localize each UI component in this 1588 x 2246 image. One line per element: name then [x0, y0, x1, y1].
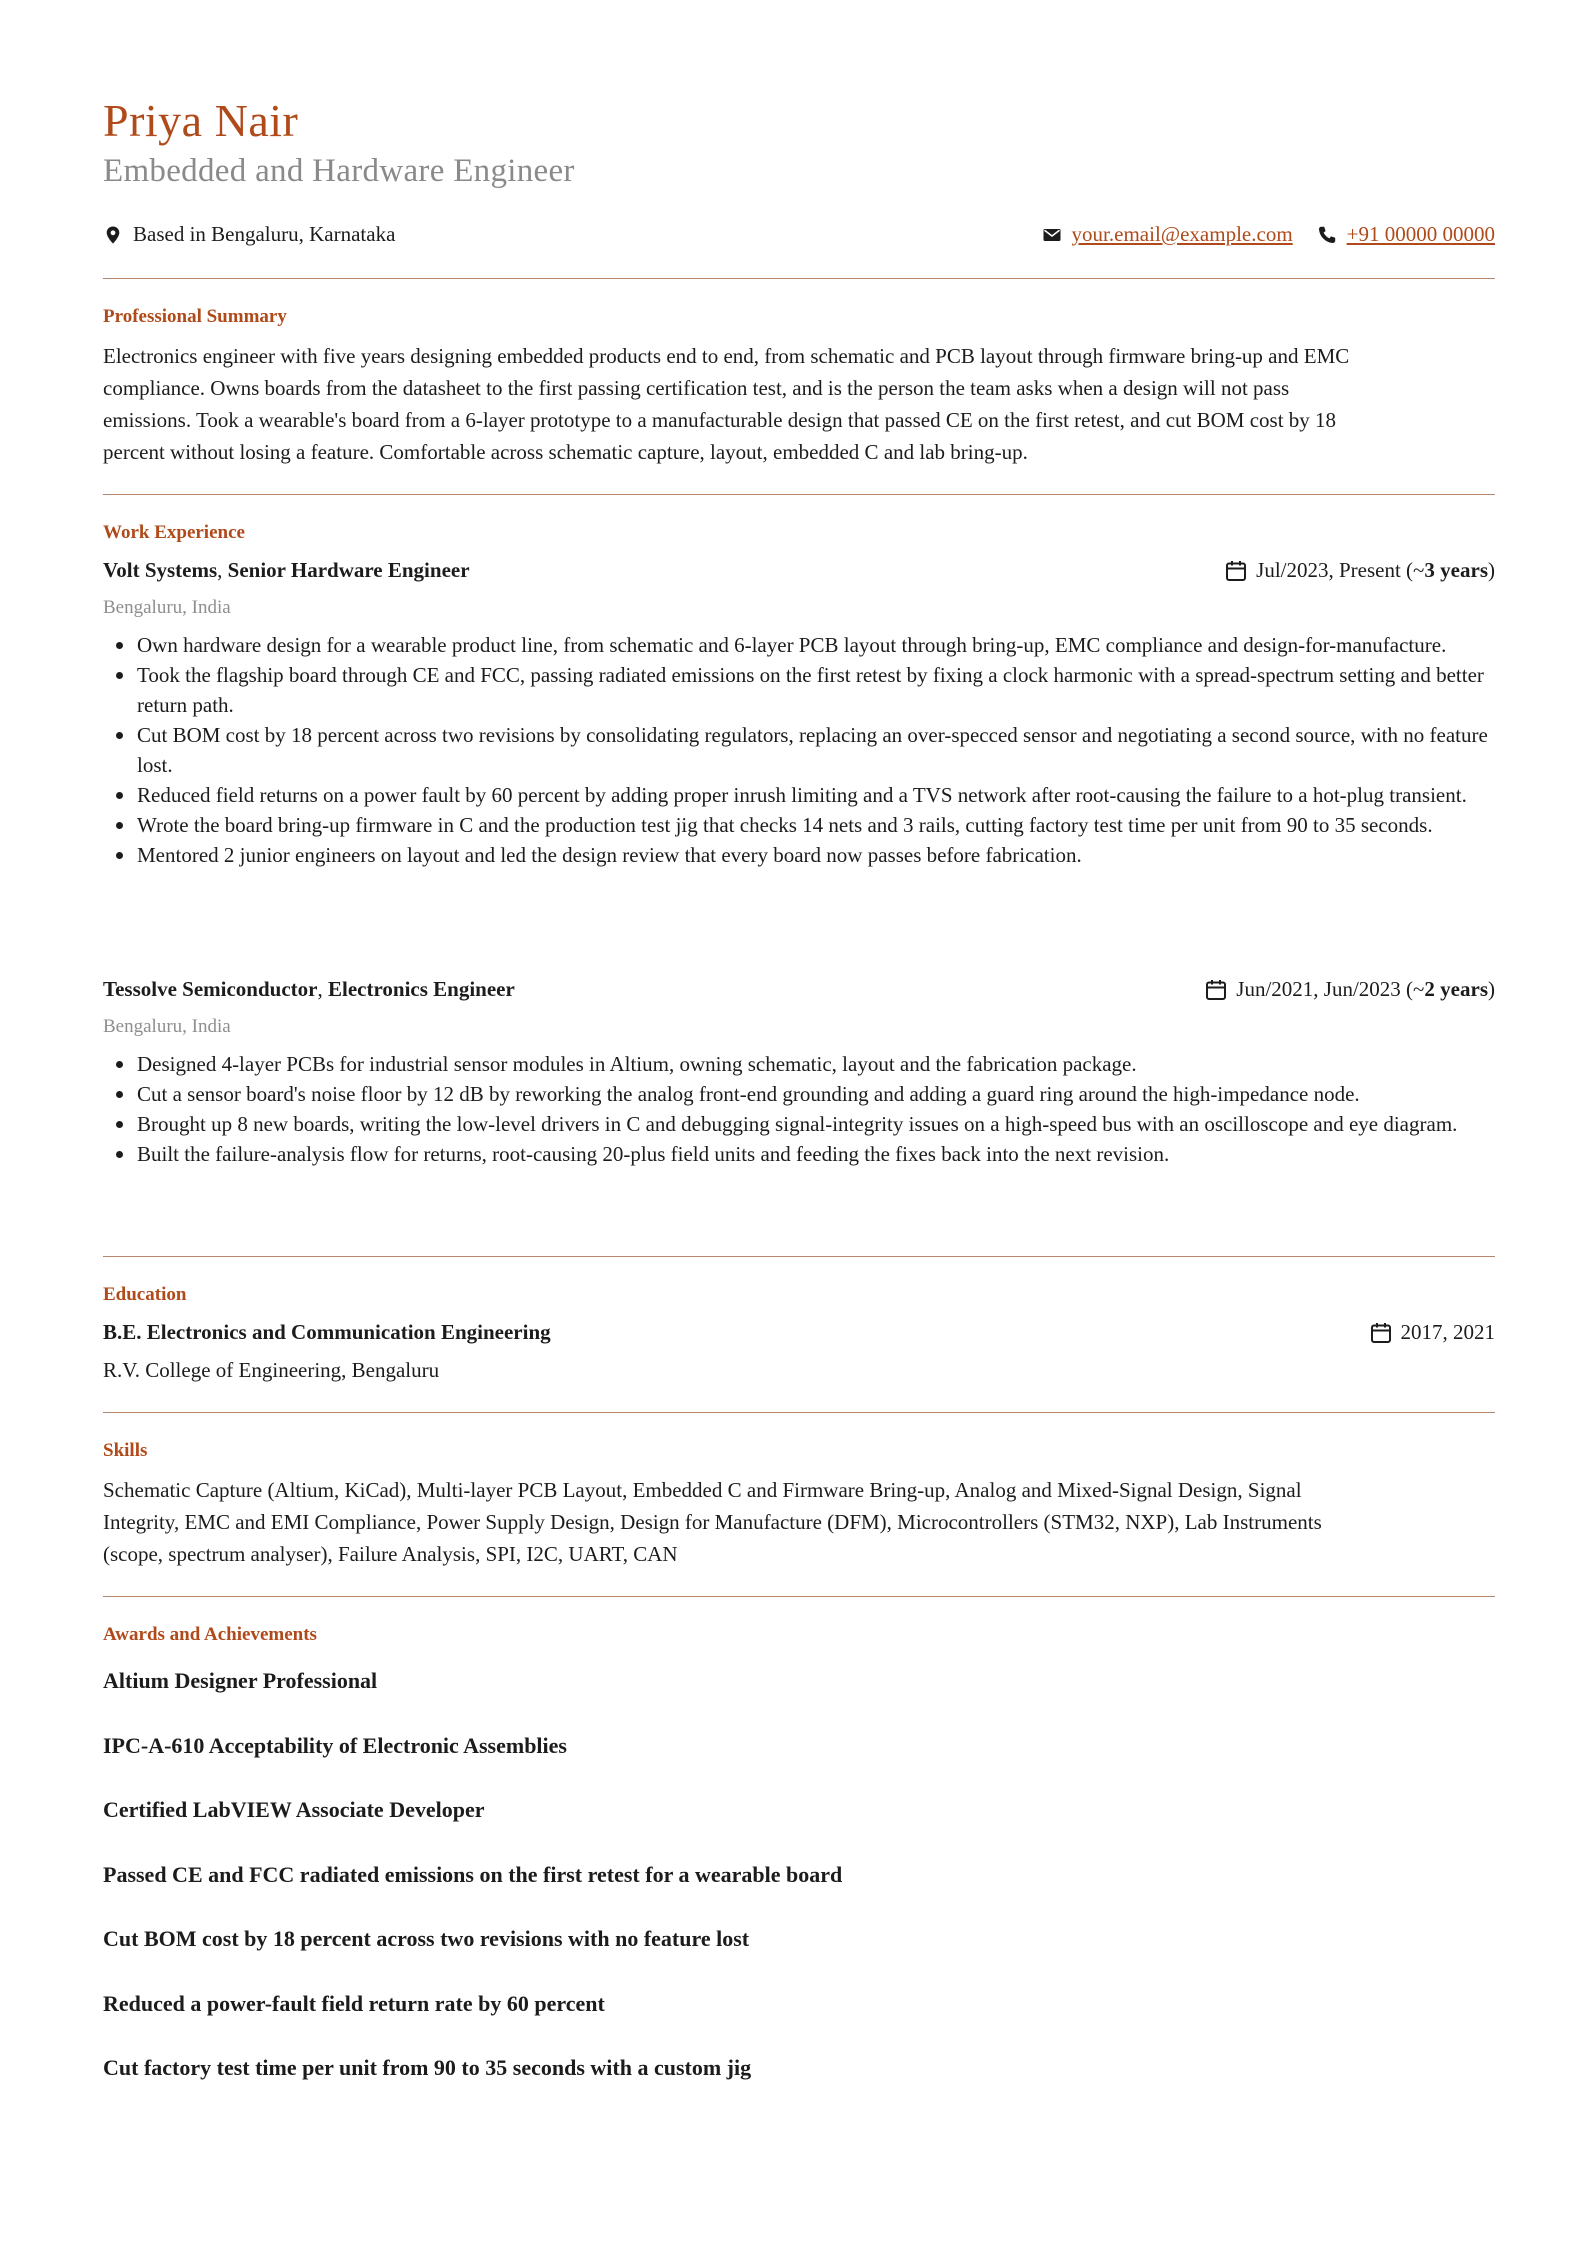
divider — [103, 1596, 1495, 1597]
summary-line: emissions. Took a wearable's board from a 6-layer prototype to a manufacturable design that passed CE on the first retest, and cut BOM cost by 18 — [103, 408, 1337, 432]
list-item: Cut BOM cost by 18 percent across two revisions by consolidating regulators, replacing an over-specced sensor and negotiating a second source, with no feature lost. — [137, 720, 1495, 780]
contact-row — [103, 222, 1495, 252]
job-location: Bengaluru, India — [103, 1016, 231, 1037]
map-pin-icon — [103, 225, 123, 245]
award-item: Altium Designer Professional — [103, 1668, 378, 1693]
section-title-experience: Work Experience — [103, 522, 245, 543]
calendar-icon — [1204, 978, 1228, 1002]
calendar-icon — [1369, 1321, 1393, 1345]
award-item: Passed CE and FCC radiated emissions on the first retest for a wearable board — [103, 1862, 843, 1887]
job-bullets — [103, 630, 1495, 870]
education-dates — [1369, 1320, 1496, 1345]
job-title: Volt Systems, Senior Hardware Engineer — [103, 558, 470, 582]
list-item: Cut a sensor board's noise floor by 12 dB by reworking the analog front-end grounding and adding a guard ring around the high-impedance node. — [137, 1079, 1495, 1109]
award-item: Cut factory test time per unit from 90 to 35 seconds with a custom jig — [103, 2055, 752, 2080]
calendar-icon — [1224, 559, 1248, 583]
contact-links — [1042, 222, 1495, 247]
award-item: Cut BOM cost by 18 percent across two revisions with no feature lost — [103, 1926, 750, 1951]
summary-line: Electronics engineer with five years designing embedded products end to end, from schematic and PCB layout through firmware bring-up and EMC — [103, 344, 1350, 368]
summary-line: compliance. Owns boards from the datasheet to the first passing certification test, and is the person the team asks when a design will not pass — [103, 376, 1290, 400]
job-role: Senior Hardware Engineer — [227, 558, 470, 582]
summary-line: percent without losing a feature. Comfortable across schematic capture, layout, embedded C and lab bring-up. — [103, 440, 1028, 464]
mail-icon — [1042, 225, 1062, 245]
award-item: Reduced a power-fault field return rate by 60 percent — [103, 1991, 605, 2016]
divider — [103, 1412, 1495, 1413]
job-header — [103, 558, 1495, 588]
list-item: Designed 4-layer PCBs for industrial sensor modules in Altium, owning schematic, layout and the fabrication package. — [137, 1049, 1495, 1079]
summary-text — [103, 340, 1495, 468]
location-info — [103, 222, 395, 247]
section-title-education: Education — [103, 1284, 187, 1305]
job-role: Electronics Engineer — [327, 977, 515, 1001]
list-item: Took the flagship board through CE and FCC, passing radiated emissions on the first retest by fixing a clock harmonic with a spread-spectrum setting and better return path. — [137, 660, 1495, 720]
candidate-headline: Embedded and Hardware Engineer — [103, 153, 575, 189]
company-name: Volt Systems — [103, 558, 218, 582]
date-range: Jul/2023, Present (~ — [1256, 558, 1425, 582]
job-bullets — [103, 1049, 1495, 1169]
award-item: Certified LabVIEW Associate Developer — [103, 1797, 485, 1822]
duration: 2 years — [1424, 977, 1488, 1001]
section-title-awards: Awards and Achievements — [103, 1624, 317, 1645]
divider — [103, 278, 1495, 279]
job-dates: Jun/2021, Jun/2023 (~ 2 years ) — [1204, 977, 1495, 1002]
list-item: Own hardware design for a wearable product line, from schematic and 6-layer PCB layout through bring-up, EMC compliance and design-for-manufacture. — [137, 630, 1495, 660]
phone-icon — [1317, 225, 1337, 245]
email-link[interactable]: your.email@example.com — [1071, 222, 1293, 246]
job-location: Bengaluru, India — [103, 597, 231, 618]
list-item: Mentored 2 junior engineers on layout and led the design review that every board now passes before fabrication. — [137, 840, 1495, 870]
job-header — [103, 977, 1495, 1007]
duration: 3 years — [1424, 558, 1488, 582]
section-title-skills: Skills — [103, 1440, 148, 1461]
education-school: R.V. College of Engineering, Bengaluru — [103, 1358, 440, 1382]
degree-name: B.E. Electronics and Communication Engineering — [103, 1320, 551, 1344]
divider — [103, 1256, 1495, 1257]
education-header — [103, 1320, 1495, 1350]
list-item: Built the failure-analysis flow for returns, root-causing 20-plus field units and feeding the fixes back into the next revision. — [137, 1139, 1495, 1169]
education-degree — [103, 1320, 551, 1345]
skills-line: Schematic Capture (Altium, KiCad), Multi-layer PCB Layout, Embedded C and Firmware Bring-up, Analog and Mixed-Signal Design, Signal — [103, 1478, 1302, 1502]
skills-text — [103, 1474, 1495, 1570]
award-item: IPC-A-610 Acceptability of Electronic Assemblies — [103, 1733, 567, 1758]
date-range: 2017, 2021 — [1400, 1320, 1495, 1344]
list-item: Wrote the board bring-up firmware in C and the production test jig that checks 14 nets and 3 rails, cutting factory test time per unit from 90 to 35 seconds. — [137, 810, 1495, 840]
job-title: Tessolve Semiconductor, Electronics Engineer — [103, 977, 515, 1001]
skills-line: (scope, spectrum analyser), Failure Analysis, SPI, I2C, UART, CAN — [103, 1542, 678, 1566]
candidate-name: Priya Nair — [103, 95, 299, 146]
list-item: Reduced field returns on a power fault by 60 percent by adding proper inrush limiting and a TVS network after root-causing the failure to a hot-plug transient. — [137, 780, 1495, 810]
phone-link[interactable]: +91 00000 00000 — [1346, 222, 1495, 246]
skills-line: Integrity, EMC and EMI Compliance, Power Supply Design, Design for Manufacture (DFM), Microcontrollers (STM32, NXP), Lab Instruments — [103, 1510, 1322, 1534]
location-text: Based in Bengaluru, Karnataka — [133, 222, 396, 246]
date-range: Jun/2021, Jun/2023 (~ — [1236, 977, 1425, 1001]
job-dates: Jul/2023, Present (~ 3 years ) — [1224, 558, 1495, 583]
section-title-summary: Professional Summary — [103, 306, 287, 327]
divider — [103, 494, 1495, 495]
list-item: Brought up 8 new boards, writing the low-level drivers in C and debugging signal-integrity issues on a high-speed bus with an oscilloscope and eye diagram. — [137, 1109, 1495, 1139]
company-name: Tessolve Semiconductor — [103, 977, 318, 1001]
